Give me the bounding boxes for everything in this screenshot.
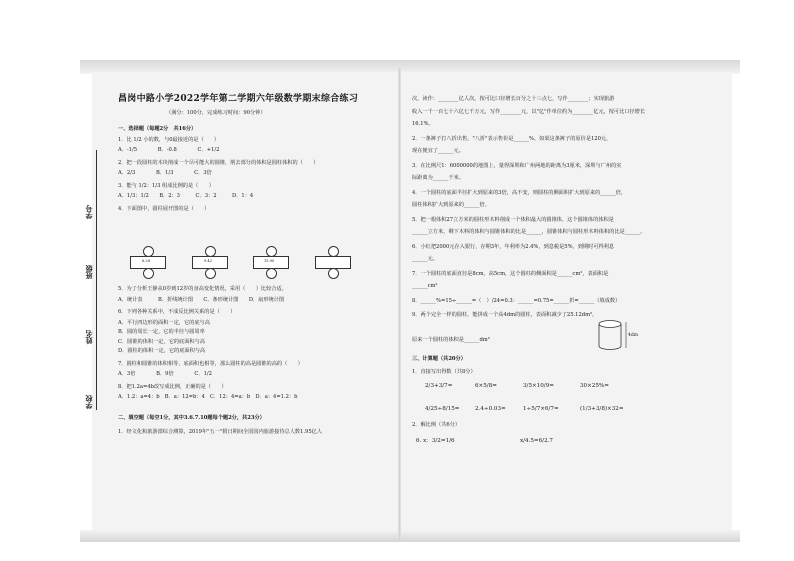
- right-column-calc: [412, 356, 476, 375]
- question-line: 2．把一段圆柱的木块削成一个尽可能大的圆锥，削去部分的体积是圆柱体积的（ ）: [118, 159, 319, 166]
- option-line: A．统计表 B．折线统计图 C．条形统计图 D．扇形统计图: [118, 296, 285, 303]
- equation-2: x/4.5=6/2.7: [520, 438, 553, 444]
- label-student-no: 学号: [84, 205, 93, 219]
- net-circle: [266, 268, 277, 279]
- net-label: 6.28: [142, 259, 151, 263]
- option-line: A．3倍 B．9倍 C．1/2: [118, 371, 212, 377]
- calc-subheading: 1．直接写出得数（共8分）: [412, 368, 476, 375]
- binding-line: [96, 150, 97, 410]
- net-circle: [205, 268, 216, 279]
- question-line: 6．下列各种关系中，不成反比例关系的是（ ）: [118, 309, 236, 315]
- calc-item: 30×25%=: [580, 383, 609, 389]
- question-line: ______立方米，剩下木料的体积与圆锥体积的比是______，圆锥体积与圆柱形木料体积的比是______。: [412, 229, 646, 235]
- question-line: 1．经文化和旅游部综合测算，2019年"五一"假日期间全国国内旅游接待总人数1.95亿人: [118, 429, 323, 435]
- option-line: A．平行四边形的面积一定，它的底与高: [118, 319, 210, 326]
- solve-subheading: 2．解比例（共6分）: [412, 422, 461, 428]
- right-column: [412, 96, 645, 343]
- question-line: 4．一个圆柱的底面半径扩大到原来的3倍，高不变，则圆柱的侧面积扩大到原来的______倍，: [412, 189, 627, 196]
- question-line: 收入一千一百七十六亿七千万元，写作________元，以"亿"作单位约为________亿元，按可比口径增长: [412, 108, 646, 115]
- question-line: 5．为了分析王静从0岁到12岁的身高变化情况，采用（ ）比较合适。: [118, 286, 287, 292]
- question-line: ______元。: [412, 256, 438, 262]
- question-line: 际距离为______千米。: [412, 175, 464, 181]
- left-column-lower: [118, 286, 322, 436]
- option-line: A．1.2：a=4：b B．a：12=b：4 C．12：4=a：b D．a：4=1.2：b: [118, 394, 298, 400]
- question-line: 次，读作：________亿人次。按可比口径增长百分之十三点七，写作________；实现旅游: [412, 96, 615, 102]
- label-school: 学校: [84, 395, 93, 409]
- net-label: 15.90: [264, 259, 275, 263]
- question-line: ______cm²: [412, 283, 438, 289]
- section-choice-heading: 一、选择题（每题2分 共16分）: [118, 126, 197, 132]
- option-line: B．圆的周长一定，它的半径与圆周率: [118, 329, 205, 335]
- option-line: A．1/3：1/2 B．2：3 C．3：2 D．1：4: [118, 193, 254, 199]
- calc-item: 1÷5/7×6/7=: [523, 406, 559, 412]
- question-line: 9．两个完全一样的圆柱，能拼成一个高4dm的圆柱，表面积减少了25.12dm²，: [412, 312, 598, 318]
- label-class: 班级: [84, 265, 93, 279]
- option-line: D．圆柱的体积一定，它的底面积与高: [118, 348, 206, 354]
- question-line: 3．在比例尺1：6000000的地图上，量得深圳和广州两地的距离为3厘米，深圳与广州的实: [412, 162, 622, 169]
- option-line: C．圆锥的体积一定，它的底面积与高: [118, 338, 205, 345]
- left-column: [118, 126, 318, 212]
- solve-heading: [412, 422, 460, 429]
- calc-item: 6×5/8=: [475, 383, 497, 389]
- label-name: 姓名: [84, 330, 93, 344]
- question-line: 原来一个圆柱的体积是______dm³: [412, 336, 490, 343]
- question-line: 1．比 1/2 小的数，与0最接近的是（ ）: [118, 136, 220, 143]
- net-label: 9.42: [204, 259, 213, 263]
- calc-item: 4/25÷8/15=: [425, 406, 460, 412]
- calc-item: 2.4÷0.03=: [475, 406, 506, 412]
- question-line: 7．圆柱和圆锥的体积相等，底面积也相等，那么圆柱的高是圆锥的高的（ ）: [118, 360, 303, 367]
- net-circle: [143, 268, 154, 279]
- question-line: 6．小红把2000元存入银行，存期3年，年利率为2.4%，到息税是5%，到期时可得利息: [412, 243, 615, 250]
- exam-subtitle: （满分：100分，完成练习时间：90分钟）: [166, 110, 266, 116]
- question-line: 2．一条裤子打八折出售，"八折"表示售价是______%。如果这条裤子的原价是120元，: [412, 135, 612, 142]
- question-line: 4．下面图中，圆柱展开图的是（ ）: [118, 205, 210, 212]
- calc-item: 2/3+3/7=: [425, 383, 453, 389]
- question-line: 圆柱体积扩大到原来的______倍。: [412, 202, 490, 208]
- section-fill-heading: 二、填空题（每空1分，其中3.6.7.10题每个题2分，共23分）: [118, 414, 265, 421]
- calc-item: (1/3+3/8)×32=: [580, 406, 624, 412]
- question-line: 7．一个圆柱的底面直径是8cm，高5cm，这个圆柱的侧面积是______cm²，表面积是: [412, 270, 609, 277]
- cylinder-height-label: 4dm: [628, 333, 639, 338]
- option-line: A．2/3 B．1/3 C．3倍: [118, 170, 212, 176]
- question-line: 8．把1.2a=4b改写成比例，正确的是（ ）: [118, 383, 227, 390]
- net-circle: [328, 268, 339, 279]
- question-line: 5．把一根体积27立方米的圆柱形木料削成一个体积最大的圆锥体，这个圆锥体的体积是: [412, 216, 614, 223]
- question-line: 8．______%=15÷______=（ ）/24=0.3：______=0.75=______折=______（填成数）: [412, 297, 621, 304]
- option-line: A．-1/5 B．-0.8 C．+1/2: [118, 147, 220, 153]
- calc-item: 3/5×10/9=: [523, 383, 554, 389]
- equation-1: 6. x：3/2=1/6: [416, 438, 455, 444]
- question-line: 3．能与 1/2：1/3 组成比例的是（ ）: [118, 182, 214, 189]
- exam-title: 昌岗中路小学2022学年第二学期六年级数学期末综合练习: [118, 94, 359, 104]
- section-calc-heading: 三、计算题（共20分）: [412, 356, 466, 362]
- scan-shadow-bottom: [80, 530, 740, 542]
- page-fold: [398, 68, 401, 540]
- question-line: 16.1%。: [412, 121, 434, 127]
- question-line: 现在便宜了______元。: [412, 148, 464, 154]
